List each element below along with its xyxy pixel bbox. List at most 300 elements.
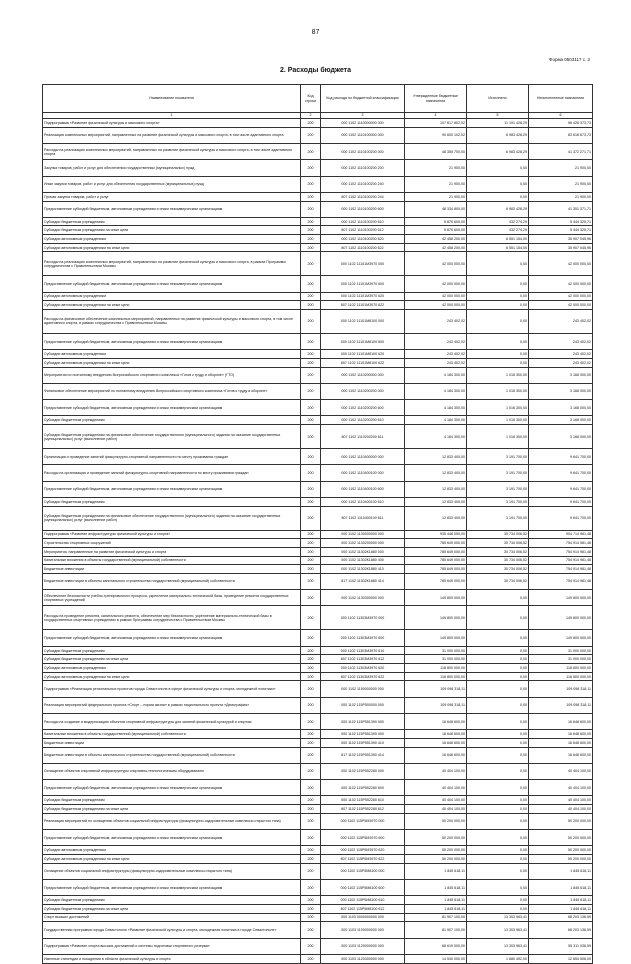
- approved-amount: 42 458 200,00: [405, 243, 467, 252]
- classification-code: 000 1102 11101М8100 000: [321, 310, 405, 334]
- indicator-name: Субсидии бюджетным учреждениям на иные цели: [43, 226, 301, 235]
- table-row: [43, 664, 593, 673]
- unexecuted-amount: 68 203 136,59: [529, 922, 593, 938]
- table-row: [43, 646, 593, 655]
- indicator-name: Субсидии бюджетным учреждениям на иные цели: [43, 904, 301, 913]
- approved-amount: 4 184 300,00: [405, 400, 467, 416]
- indicator-name: Субсидии автономным учреждениям: [43, 292, 301, 301]
- executed-amount: 0,00: [467, 747, 529, 763]
- indicator-name: Субсидии автономным учреждениям на иные цели: [43, 855, 301, 864]
- classification-code: 000 1102 1110200200 000: [321, 383, 405, 399]
- table-row: [43, 350, 593, 359]
- classification-code: 807 1102 11101М3970 622: [321, 301, 405, 310]
- table-row: [43, 276, 593, 292]
- indicator-name: Предоставление субсидий бюджетным, автономным учреждениям и иным некоммерческим организациям: [43, 400, 301, 416]
- classification-code: 000 1102 11302К1880 000: [321, 547, 405, 556]
- line-code: 200: [301, 310, 321, 334]
- unexecuted-amount: 40 404 100,00: [529, 796, 593, 805]
- executed-amount: 0,00: [467, 672, 529, 681]
- classification-code: 000 1102 1110200000 000: [321, 367, 405, 383]
- column-number: 5: [467, 113, 529, 119]
- approved-amount: 21 900,00: [405, 192, 467, 201]
- line-code: 200: [301, 896, 321, 905]
- executed-amount: 30 734 006,52: [467, 573, 529, 589]
- approved-amount: 118 800 000,00: [405, 672, 467, 681]
- table-row: [43, 416, 593, 425]
- indicator-name: Субсидии бюджетным учреждениям: [43, 796, 301, 805]
- classification-code: 000 1102 115P551390 000: [321, 713, 405, 729]
- executed-amount: 0,00: [467, 192, 529, 201]
- approved-amount: 1 845 618,11: [405, 879, 467, 895]
- expenditure-table: [42, 84, 593, 964]
- indicator-name: Субсидии бюджетным учреждениям на иные цели: [43, 805, 301, 814]
- approved-amount: 4 184 300,00: [405, 367, 467, 383]
- approved-amount: 16 648 600,00: [405, 730, 467, 739]
- indicator-name: Предоставление субсидий бюджетным, автономным учреждениям и иным некоммерческим организациям: [43, 830, 301, 846]
- unexecuted-amount: 31 000 000,00: [529, 655, 593, 664]
- line-code: 200: [301, 556, 321, 565]
- table-row: [43, 904, 593, 913]
- unexecuted-amount: 68 203 136,59: [529, 913, 593, 922]
- classification-code: 000 1102 115P551390 400: [321, 730, 405, 739]
- table-row: [43, 310, 593, 334]
- executed-amount: 30 734 006,52: [467, 556, 529, 565]
- indicator-name: Подпрограмма «Развитие физической культуры и массового спорта»: [43, 119, 301, 128]
- line-code: 200: [301, 235, 321, 244]
- table-row: [43, 176, 593, 192]
- unexecuted-amount: 754 914 981,48: [529, 565, 593, 574]
- indicator-name: Капитальные вложения в объекты государственной (муниципальной) собственности: [43, 730, 301, 739]
- indicator-name: Субсидии бюджетным учреждениям: [43, 416, 301, 425]
- line-code: 200: [301, 664, 321, 673]
- unexecuted-amount: 1 845 618,11: [529, 879, 593, 895]
- table-row: [43, 922, 593, 938]
- indicator-name: Бюджетные инвестиции: [43, 565, 301, 574]
- unexecuted-amount: 118 800 000,00: [529, 672, 593, 681]
- unexecuted-amount: 21 900,00: [529, 176, 593, 192]
- executed-amount: 0,00: [467, 738, 529, 747]
- approved-amount: 785 649 000,00: [405, 547, 467, 556]
- executed-amount: 30 734 006,52: [467, 530, 529, 539]
- approved-amount: 1 845 618,11: [405, 863, 467, 879]
- table-row: [43, 292, 593, 301]
- executed-amount: 1 016 300,00: [467, 400, 529, 416]
- approved-amount: 4 184 300,00: [405, 416, 467, 425]
- indicator-name: Субсидии автономным учреждениям: [43, 664, 301, 673]
- indicator-name: Оснащение объектов спортивной инфраструктуры спортивно-технологическим оборудованием: [43, 763, 301, 779]
- classification-code: 000 1102 1110100200 240: [321, 176, 405, 192]
- line-code: 200: [301, 539, 321, 548]
- indicator-name: Субсидии бюджетным учреждениям: [43, 896, 301, 905]
- indicator-name: Расходы на финансовое обеспечение комплексных мероприятий, направленных на развитие физической культуры и массового спорта, в том числе адаптивного спорта, в рамках сотрудничества с Правительством Москвы: [43, 310, 301, 334]
- approved-amount: 68 619 000,00: [405, 938, 467, 954]
- indicator-name: Расходы на реализацию комплексных мероприятий, направленных на развитие физической культуры и массового спорта, в рамках Программы сотрудничества с Правительством Москвы: [43, 252, 301, 276]
- table-row: [43, 747, 593, 763]
- table-row: [43, 780, 593, 796]
- unexecuted-amount: 35 907 045,96: [529, 243, 593, 252]
- executed-amount: 0,00: [467, 646, 529, 655]
- executed-amount: 1 680 492,00: [467, 954, 529, 963]
- approved-amount: 50 200 000,00: [405, 813, 467, 829]
- unexecuted-amount: 50 200 000,00: [529, 813, 593, 829]
- line-code: 200: [301, 813, 321, 829]
- executed-amount: 0,00: [467, 276, 529, 292]
- table-row: [43, 192, 593, 201]
- classification-code: 000 1102 11101М3970 600: [321, 276, 405, 292]
- approved-amount: 50 200 000,00: [405, 846, 467, 855]
- approved-amount: 109 098 318,11: [405, 681, 467, 697]
- table-row: [43, 226, 593, 235]
- section-title: 2. Расходы бюджета: [280, 67, 351, 74]
- table-row: [43, 556, 593, 565]
- executed-amount: 0,00: [467, 805, 529, 814]
- indicator-name: Мероприятия, направленные на развитие физической культуры и спорта: [43, 547, 301, 556]
- table-row: [43, 697, 593, 713]
- line-code: 200: [301, 301, 321, 310]
- classification-code: 000 1102 1130200000 000: [321, 539, 405, 548]
- table-row: [43, 235, 593, 244]
- unexecuted-amount: 42 000 000,00: [529, 301, 593, 310]
- table-row: [43, 465, 593, 481]
- executed-amount: 0,00: [467, 830, 529, 846]
- approved-amount: 4 184 300,00: [405, 383, 467, 399]
- classification-code: 000 1103 1120000000 000: [321, 938, 405, 954]
- executed-amount: 3 191 700,00: [467, 449, 529, 465]
- indicator-name: Предоставление субсидий бюджетным, автономным учреждениям и иным некоммерческим организациям: [43, 780, 301, 796]
- table-row: [43, 913, 593, 922]
- unexecuted-amount: 50 200 000,00: [529, 830, 593, 846]
- unexecuted-amount: 754 914 981,48: [529, 573, 593, 589]
- classification-code: 000 1102 115P552280 600: [321, 780, 405, 796]
- indicator-name: Предоставление субсидий бюджетным, автономным учреждениям и иным некоммерческим организациям: [43, 630, 301, 646]
- indicator-name: Финансовое обеспечение мероприятий по поэтапному внедрению Всероссийского спортивного комплекса «Готов к труду и обороне»: [43, 383, 301, 399]
- table-row: [43, 855, 593, 864]
- line-code: 200: [301, 119, 321, 128]
- line-code: 200: [301, 416, 321, 425]
- line-code: 200: [301, 922, 321, 938]
- line-code: 200: [301, 449, 321, 465]
- classification-code: 000 1102 1130300000 000: [321, 590, 405, 606]
- table-row: [43, 655, 593, 664]
- line-code: 200: [301, 143, 321, 159]
- line-code: 200: [301, 879, 321, 895]
- approved-amount: 42 000 000,00: [405, 301, 467, 310]
- indicator-name: Расходы на проведение ремонта, капитального ремонта, обеспечение мер безопасности, укрепление материально-технической базы в государственных спортивных учреждениях в рамках Программы сотрудничества с Правительством Москвы: [43, 606, 301, 630]
- indicator-name: Оснащение объектов социальной инфраструктуры (физкультурно-оздоровительные комплексы открытого типа): [43, 863, 301, 879]
- approved-amount: 40 404 100,00: [405, 796, 467, 805]
- executed-amount: 0,00: [467, 796, 529, 805]
- classification-code: 000 1102 1110100200 600: [321, 201, 405, 217]
- executed-amount: 0,00: [467, 855, 529, 864]
- table-row: [43, 358, 593, 367]
- unexecuted-amount: 40 404 100,00: [529, 763, 593, 779]
- approved-amount: 12 833 400,00: [405, 497, 467, 506]
- classification-code: 000 1102 1110400100 000: [321, 465, 405, 481]
- classification-code: 000 1102 11303М3970 600: [321, 630, 405, 646]
- unexecuted-amount: 21 900,00: [529, 192, 593, 201]
- line-code: 200: [301, 954, 321, 963]
- approved-amount: 785 649 000,00: [405, 573, 467, 589]
- unexecuted-amount: 1 845 618,11: [529, 896, 593, 905]
- classification-code: 000 1102 115P551390 410: [321, 738, 405, 747]
- table-row: [43, 879, 593, 895]
- indicator-name: Реализация мероприятий по оснащению объектов социальной инфраструктуры (физкультурно-оздоровительные комплексы открытого типа): [43, 813, 301, 829]
- line-code: 200: [301, 904, 321, 913]
- classification-code: 807 1102 1110100200 612: [321, 226, 405, 235]
- line-code: 200: [301, 383, 321, 399]
- unexecuted-amount: 31 000 000,00: [529, 646, 593, 655]
- column-number: 6: [529, 113, 593, 119]
- executed-amount: 3 191 700,00: [467, 465, 529, 481]
- table-row: [43, 713, 593, 729]
- classification-code: 000 1102 1110100000 000: [321, 127, 405, 143]
- executed-amount: 11 191 428,29: [467, 119, 529, 128]
- executed-amount: 0,00: [467, 664, 529, 673]
- table-row: [43, 938, 593, 954]
- classification-code: 000 1102 115P5M3970 620: [321, 846, 405, 855]
- table-row: [43, 160, 593, 176]
- indicator-name: Государственная программа города Севастополя «Развитие физической культуры и спорта, молодежная политика в городе Севастополе»: [43, 922, 301, 938]
- indicator-name: Субсидии бюджетным учреждениям на финансовое обеспечение государственного (муниципального) задания на оказание государственных (муниципальных) услуг (выполнение работ): [43, 425, 301, 449]
- line-code: 200: [301, 672, 321, 681]
- table-row: [43, 738, 593, 747]
- approved-amount: 4 184 300,00: [405, 425, 467, 449]
- table-row: [43, 863, 593, 879]
- classification-code: 000 1102 1110400000 000: [321, 449, 405, 465]
- unexecuted-amount: 55 311 036,59: [529, 938, 593, 954]
- approved-amount: 40 404 100,00: [405, 763, 467, 779]
- unexecuted-amount: 109 098 318,11: [529, 697, 593, 713]
- approved-amount: 31 000 000,00: [405, 655, 467, 664]
- classification-code: 000 1102 11303М3970 610: [321, 646, 405, 655]
- executed-amount: 0,00: [467, 697, 529, 713]
- classification-code: 000 1102 115P5M3970 600: [321, 830, 405, 846]
- line-code: 200: [301, 243, 321, 252]
- executed-amount: 0,00: [467, 879, 529, 895]
- classification-code: 807 1102 1110200200 611: [321, 425, 405, 449]
- table-row: [43, 573, 593, 589]
- approved-amount: 40 404 100,00: [405, 780, 467, 796]
- indicator-name: Субсидии автономным учреждениям на иные цели: [43, 358, 301, 367]
- page-number: 87: [311, 29, 320, 36]
- approved-amount: 1 845 618,11: [405, 896, 467, 905]
- line-code: 200: [301, 681, 321, 697]
- classification-code: 000 1102 115P552280 000: [321, 763, 405, 779]
- unexecuted-amount: 9 641 700,00: [529, 481, 593, 497]
- executed-amount: 6 983 428,29: [467, 143, 529, 159]
- executed-amount: 6 551 154,00: [467, 243, 529, 252]
- header-approved: Утвержденные бюджетные назначения: [405, 85, 467, 113]
- table-row: [43, 425, 593, 449]
- line-code: 200: [301, 913, 321, 922]
- classification-code: 000 1102 1150000000 000: [321, 681, 405, 697]
- line-code: 200: [301, 805, 321, 814]
- executed-amount: 432 274,29: [467, 217, 529, 226]
- approved-amount: 785 649 000,00: [405, 539, 467, 548]
- unexecuted-amount: 754 914 981,48: [529, 539, 593, 548]
- executed-amount: 0,00: [467, 713, 529, 729]
- classification-code: 000 1102 11101М8100 620: [321, 350, 405, 359]
- line-code: 200: [301, 367, 321, 383]
- table-row: [43, 606, 593, 630]
- table-row: [43, 143, 593, 159]
- approved-amount: 5 876 600,00: [405, 217, 467, 226]
- line-code: 200: [301, 697, 321, 713]
- line-code: 200: [301, 830, 321, 846]
- line-code: 200: [301, 863, 321, 879]
- indicator-name: Субсидии бюджетным учреждениям: [43, 646, 301, 655]
- unexecuted-amount: 3 168 000,00: [529, 416, 593, 425]
- unexecuted-amount: 35 907 045,96: [529, 235, 593, 244]
- line-code: 200: [301, 400, 321, 416]
- approved-amount: 785 649 000,00: [405, 565, 467, 574]
- unexecuted-amount: 41 351 371,71: [529, 201, 593, 217]
- indicator-name: Предоставление субсидий бюджетным, автономным учреждениям и иным некоммерческим организациям: [43, 276, 301, 292]
- unexecuted-amount: 12 854 508,00: [529, 954, 593, 963]
- approved-amount: 5 876 600,00: [405, 226, 467, 235]
- approved-amount: 42 458 200,00: [405, 235, 467, 244]
- indicator-name: Обеспечение безопасности учебно-тренировочного процесса, укрепление материально-технической базы, проведение ремонта государственных спортивных учреждений: [43, 590, 301, 606]
- table-row: [43, 565, 593, 574]
- table-row: [43, 301, 593, 310]
- classification-code: 000 1102 11101М8100 600: [321, 333, 405, 349]
- line-code: 200: [301, 333, 321, 349]
- executed-amount: 0,00: [467, 780, 529, 796]
- classification-code: 807 1102 115P5M8100 612: [321, 904, 405, 913]
- line-code: 200: [301, 573, 321, 589]
- unexecuted-amount: 42 000 000,00: [529, 292, 593, 301]
- approved-amount: 243 402,02: [405, 358, 467, 367]
- table-row: [43, 127, 593, 143]
- unexecuted-amount: 3 168 000,00: [529, 400, 593, 416]
- executed-amount: 1 016 300,00: [467, 425, 529, 449]
- line-code: 200: [301, 646, 321, 655]
- executed-amount: 0,00: [467, 160, 529, 176]
- executed-amount: 0,00: [467, 846, 529, 855]
- classification-code: 000 1102 11303М3970 000: [321, 606, 405, 630]
- classification-code: 807 1102 1110100200 244: [321, 192, 405, 201]
- approved-amount: 48 334 800,00: [405, 201, 467, 217]
- executed-amount: 3 191 700,00: [467, 497, 529, 506]
- header-name: Наименование показателя: [43, 85, 301, 113]
- classification-code: 000 1103 1120300000 000: [321, 954, 405, 963]
- executed-amount: 1 016 300,00: [467, 367, 529, 383]
- line-code: 200: [301, 713, 321, 729]
- line-code: 200: [301, 738, 321, 747]
- classification-code: 000 1102 1110400100 610: [321, 497, 405, 506]
- approved-amount: 109 098 318,11: [405, 697, 467, 713]
- line-code: 200: [301, 530, 321, 539]
- indicator-name: Субсидии бюджетным учреждениям: [43, 497, 301, 506]
- classification-code: 817 1102 115P551390 414: [321, 747, 405, 763]
- executed-amount: 0,00: [467, 358, 529, 367]
- line-code: 200: [301, 497, 321, 506]
- approved-amount: 50 200 000,00: [405, 830, 467, 846]
- indicator-name: Субсидии бюджетным учреждениям на финансовое обеспечение государственного (муниципального) задания на оказание государственных (муниципальных) услуг (выполнение работ): [43, 506, 301, 530]
- table-row: [43, 119, 593, 128]
- unexecuted-amount: 243 402,02: [529, 358, 593, 367]
- table-row: [43, 201, 593, 217]
- line-code: 200: [301, 747, 321, 763]
- classification-code: 807 1102 11101М8100 622: [321, 358, 405, 367]
- unexecuted-amount: 109 098 318,11: [529, 681, 593, 697]
- line-code: 200: [301, 276, 321, 292]
- table-header-row: [43, 85, 593, 113]
- table-row: [43, 590, 593, 606]
- table-row: [43, 449, 593, 465]
- executed-amount: 1 016 300,00: [467, 383, 529, 399]
- classification-code: 807 1102 115P5M3970 622: [321, 855, 405, 864]
- classification-code: 000 1102 11302К1880 400: [321, 556, 405, 565]
- executed-amount: 0,00: [467, 681, 529, 697]
- approved-amount: 12 833 400,00: [405, 465, 467, 481]
- executed-amount: 432 274,29: [467, 226, 529, 235]
- classification-code: 000 1102 11101М3970 000: [321, 252, 405, 276]
- approved-amount: 16 648 600,00: [405, 738, 467, 747]
- indicator-name: Капитальные вложения в объекты государственной (муниципальной) собственности: [43, 556, 301, 565]
- table-row: [43, 681, 593, 697]
- indicator-name: Закупка товаров, работ и услуг для обеспечения государственных (муниципальных) нужд: [43, 160, 301, 176]
- classification-code: 000 1102 1110200200 610: [321, 416, 405, 425]
- indicator-name: Иные закупки товаров, работ и услуг для обеспечения государственных (муниципальных) нужд: [43, 176, 301, 192]
- approved-amount: 107 617 802,02: [405, 119, 467, 128]
- line-code: 200: [301, 176, 321, 192]
- table-row: [43, 252, 593, 276]
- executed-amount: 13 303 963,41: [467, 938, 529, 954]
- executed-amount: 1 016 300,00: [467, 416, 529, 425]
- table-row: [43, 530, 593, 539]
- executed-amount: 0,00: [467, 252, 529, 276]
- approved-amount: 31 000 000,00: [405, 646, 467, 655]
- unexecuted-amount: 904 714 981,48: [529, 530, 593, 539]
- indicator-name: Подпрограмма «Реализация региональных проектов города Севастополя в сфере физической культуры и спорта, молодежной политики»: [43, 681, 301, 697]
- unexecuted-amount: 50 200 000,00: [529, 846, 593, 855]
- unexecuted-amount: 149 800 000,00: [529, 630, 593, 646]
- unexecuted-amount: 50 200 000,00: [529, 855, 593, 864]
- line-code: 200: [301, 547, 321, 556]
- line-code: 200: [301, 506, 321, 530]
- table-row: [43, 630, 593, 646]
- unexecuted-amount: 243 402,02: [529, 310, 593, 334]
- unexecuted-amount: 1 845 618,11: [529, 863, 593, 879]
- executed-amount: 30 734 006,52: [467, 547, 529, 556]
- classification-code: 000 1102 115P5M8100 000: [321, 863, 405, 879]
- indicator-name: Строительство спортивных сооружений: [43, 539, 301, 548]
- unexecuted-amount: 16 648 600,00: [529, 713, 593, 729]
- classification-code: 817 1102 11302К1880 414: [321, 573, 405, 589]
- classification-code: 000 1103 0000000000 000: [321, 913, 405, 922]
- classification-code: 807 1102 1110100200 622: [321, 243, 405, 252]
- executed-amount: 30 734 006,52: [467, 565, 529, 574]
- line-code: 200: [301, 292, 321, 301]
- executed-amount: 0,00: [467, 630, 529, 646]
- indicator-name: Субсидии автономным учреждениям на иные цели: [43, 672, 301, 681]
- table-row: [43, 506, 593, 530]
- table-row: [43, 813, 593, 829]
- table-row: [43, 796, 593, 805]
- line-code: 200: [301, 938, 321, 954]
- approved-amount: 42 000 000,00: [405, 252, 467, 276]
- column-number: 4: [405, 113, 467, 119]
- unexecuted-amount: 754 914 981,48: [529, 556, 593, 565]
- unexecuted-amount: 3 168 000,00: [529, 425, 593, 449]
- line-code: 200: [301, 590, 321, 606]
- approved-amount: 149 800 000,00: [405, 630, 467, 646]
- unexecuted-amount: 40 404 100,00: [529, 805, 593, 814]
- header-line-code: Код строки: [301, 85, 321, 113]
- unexecuted-amount: 3 168 000,00: [529, 383, 593, 399]
- classification-code: 000 1102 1110100200 000: [321, 143, 405, 159]
